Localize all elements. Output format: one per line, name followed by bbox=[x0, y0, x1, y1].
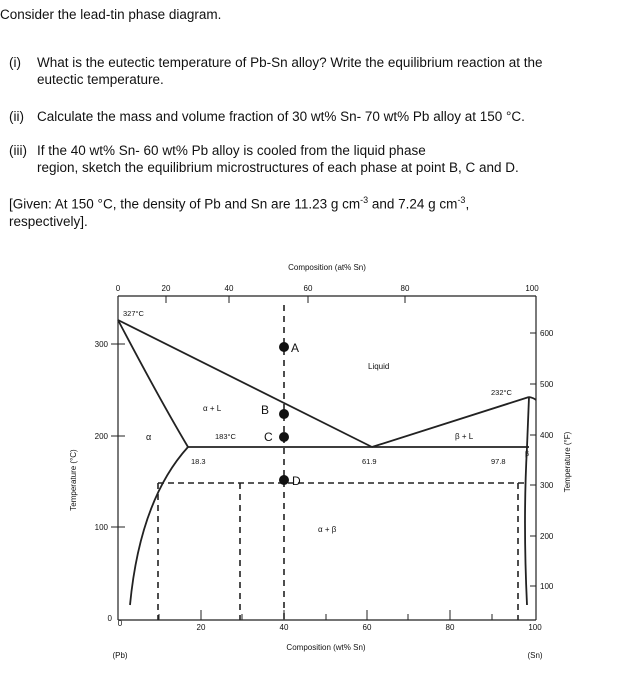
eutectic-temp-label: 183°C bbox=[215, 432, 236, 441]
bottom-ticks bbox=[159, 610, 492, 620]
top-tick-label: 20 bbox=[161, 284, 171, 293]
bottom-tick-label: 20 bbox=[196, 623, 206, 632]
solidus-right-line bbox=[527, 397, 529, 447]
top-tick-label: 60 bbox=[303, 284, 313, 293]
alpha-beta-region-label: α + β bbox=[318, 525, 337, 534]
left-tick-label: 300 bbox=[94, 340, 108, 349]
point-b-marker bbox=[279, 409, 289, 419]
pb-melting-point-label: 327°C bbox=[123, 309, 144, 318]
liquidus-left-line bbox=[118, 320, 372, 447]
given-note: [Given: At 150 °C, the density of Pb and Sn are 11.23 g $cm^{-3}$ and 7.24 g $cm^{-3}$, respectively]. bbox=[9, 195, 470, 229]
bottom-axis-title: Composition (wt% Sn) bbox=[286, 643, 366, 652]
left-tick-label: 0 bbox=[107, 614, 112, 623]
item-text: What is the eutectic temperature of Pb-Sn alloy? Write the equilibrium reaction at the eutectic temperature. bbox=[37, 55, 543, 87]
sn-melting-point-label: 232°C bbox=[491, 388, 512, 397]
bottom-tick-label: 60 bbox=[362, 623, 372, 632]
point-d-label: D bbox=[292, 474, 301, 488]
alpha-region-label: α bbox=[146, 432, 152, 442]
right-tick-label: 100 bbox=[540, 582, 554, 591]
solidus-left-line bbox=[118, 320, 188, 447]
pb-label: (Pb) bbox=[112, 651, 128, 660]
bottom-tick-label: 40 bbox=[279, 623, 289, 632]
item-number: (i) bbox=[9, 55, 21, 70]
right-tick-label: 200 bbox=[540, 532, 554, 541]
right-tick-label: 600 bbox=[540, 329, 554, 338]
left-axis-title: Temperature (°C) bbox=[69, 449, 78, 511]
alpha-liquid-region-label: α + L bbox=[203, 404, 222, 413]
bottom-tick-label: 0 bbox=[117, 619, 123, 628]
item-text: If the 40 wt% Sn- 60 wt% Pb alloy is cooled from the liquid phase region, sketch the equilibrium microstructures of each phase at point B, C and D. bbox=[37, 143, 519, 175]
item-text: Calculate the mass and volume fraction of 30 wt% Sn- 70 wt% Pb alloy at 150 °C. bbox=[37, 109, 525, 124]
liquid-region-label: Liquid bbox=[368, 362, 390, 371]
bottom-tick-label: 100 bbox=[528, 623, 542, 632]
point-a-label: A bbox=[291, 341, 300, 355]
top-axis-title: Composition (at% Sn) bbox=[288, 263, 366, 272]
sn-melt-curve bbox=[529, 397, 536, 400]
point-c-marker bbox=[279, 432, 289, 442]
bottom-tick-label: 80 bbox=[445, 623, 455, 632]
left-tick-label: 100 bbox=[94, 523, 108, 532]
sn-label: (Sn) bbox=[527, 651, 543, 660]
top-tick-label: 0 bbox=[115, 284, 121, 293]
top-tick-label: 100 bbox=[525, 284, 539, 293]
right-tick-label: 300 bbox=[540, 481, 554, 490]
item-number: (iii) bbox=[9, 143, 27, 158]
liquidus-right-line bbox=[372, 397, 529, 447]
alpha-max-label: 18.3 bbox=[191, 457, 206, 466]
beta-region-label: β bbox=[525, 451, 530, 458]
right-ticks bbox=[530, 333, 536, 586]
item-number: (ii) bbox=[9, 109, 24, 124]
top-tick-label: 40 bbox=[224, 284, 234, 293]
eutectic-comp-label: 61.9 bbox=[362, 457, 377, 466]
right-axis-title: Temperature (°F) bbox=[563, 431, 572, 493]
top-ticks bbox=[118, 296, 536, 303]
right-tick-label: 400 bbox=[540, 431, 554, 440]
top-tick-label: 80 bbox=[400, 284, 410, 293]
solvus-right-line bbox=[525, 447, 530, 605]
left-tick-label: 200 bbox=[94, 432, 108, 441]
solvus-left-line bbox=[130, 447, 188, 605]
beta-liquid-region-label: β + L bbox=[455, 432, 474, 441]
beta-max-label: 97.8 bbox=[491, 457, 506, 466]
point-b-label: B bbox=[261, 403, 270, 417]
point-c-label: C bbox=[264, 430, 273, 444]
right-tick-label: 500 bbox=[540, 380, 554, 389]
point-d-marker bbox=[279, 475, 289, 485]
question-intro: Consider the lead-tin phase diagram. bbox=[0, 7, 222, 22]
point-a-marker bbox=[279, 342, 289, 352]
